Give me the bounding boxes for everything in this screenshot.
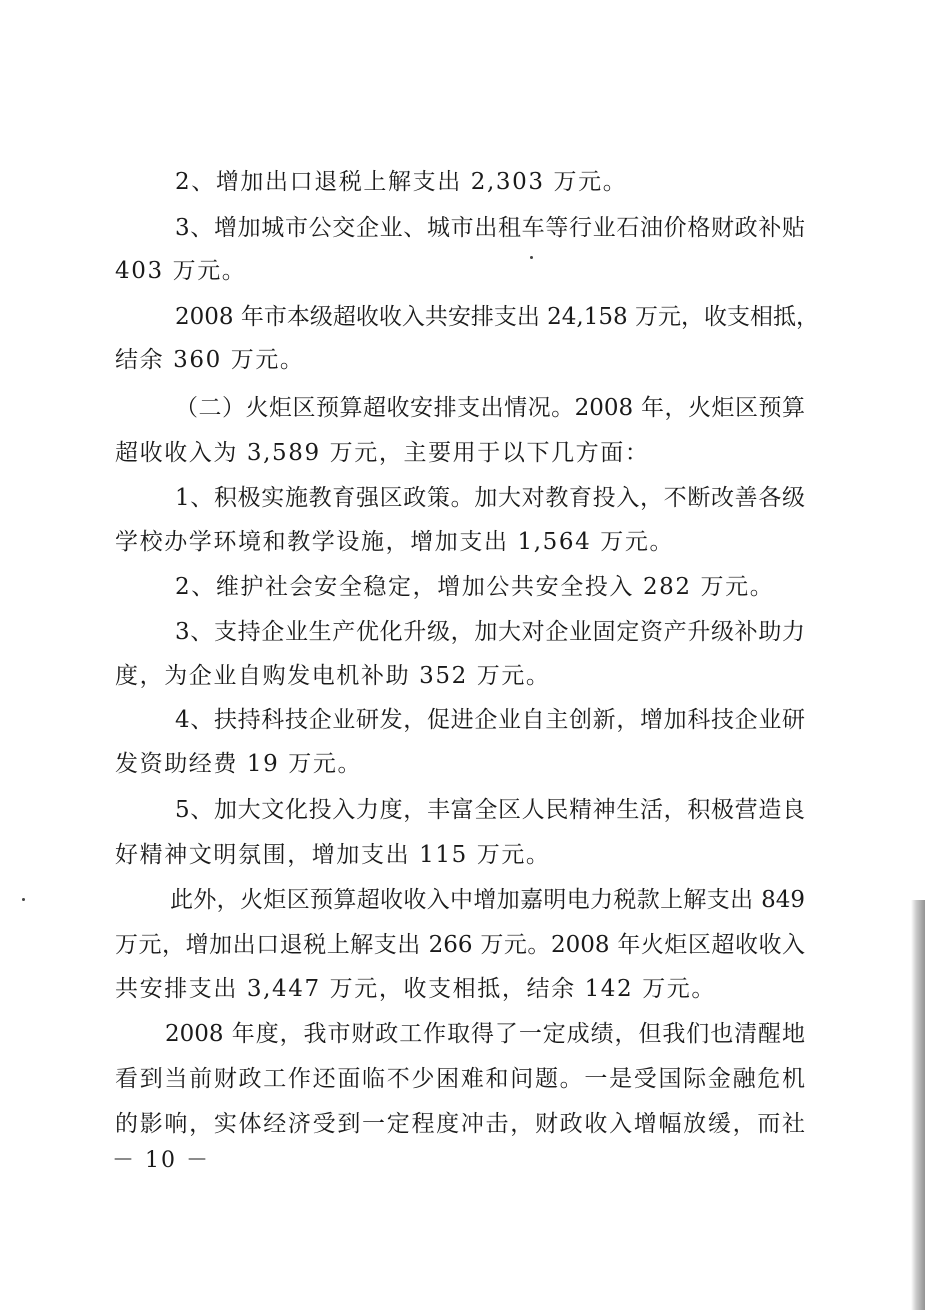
paragraph-line: 403 万元。 [115,258,247,284]
paragraph-line: 2008 年市本级超收收入共安排支出 24,158 万元，收支相抵， [175,304,819,330]
scan-binding-edge [911,900,925,1310]
scan-speck [530,256,533,259]
page-number: － 10 － [112,1148,210,1173]
paragraph-line: 2008 年度，我市财政工作取得了一定成绩，但我们也清醒地 [165,1021,805,1047]
paragraph-line: 万元，增加出口退税上解支出 266 万元。2008 年火炬区超收收入 [115,932,805,958]
paragraph-line: 共安排支出 3,447 万元，收支相抵，结余 142 万元。 [115,976,716,1002]
paragraph-line: 此外，火炬区预算超收收入中增加嘉明电力税款上解支出 849 [170,887,805,913]
paragraph-line: 看到当前财政工作还面临不少困难和问题。一是受国际金融危机 [115,1066,805,1092]
paragraph-line: 结余 360 万元。 [115,347,305,373]
paragraph-line: 超收收入为 3,589 万元，主要用于以下几方面： [115,440,650,466]
paragraph-line: 的影响，实体经济受到一定程度冲击，财政收入增幅放缓，而社 [115,1111,805,1137]
scan-speck [22,898,25,901]
list-item-line: 1、积极实施教育强区政策。加大对教育投入，不断改善各级 [175,485,805,511]
list-item-line: 发资助经费 19 万元。 [115,751,363,777]
list-item-line: 度，为企业自购发电机补助 352 万元。 [115,663,551,689]
list-item-line: 4、扶持科技企业研发，促进企业自主创新，增加科技企业研 [175,707,805,733]
list-item-line: 学校办学环境和教学设施，增加支出 1,564 万元。 [115,529,675,555]
paragraph-line: 2、增加出口退税上解支出 2,303 万元。 [175,169,628,195]
list-item-line: 2、维护社会安全稳定，增加公共安全投入 282 万元。 [175,574,775,600]
list-item-line: 3、支持企业生产优化升级，加大对企业固定资产升级补助力 [175,619,805,645]
list-item-line: 好精神文明氛围，增加支出 115 万元。 [115,842,551,868]
section-heading-line: （二）火炬区预算超收安排支出情况。2008 年，火炬区预算 [175,395,805,421]
paragraph-line: 3、增加城市公交企业、城市出租车等行业石油价格财政补贴 [175,215,805,241]
list-item-line: 5、加大文化投入力度，丰富全区人民精神生活，积极营造良 [175,797,805,823]
